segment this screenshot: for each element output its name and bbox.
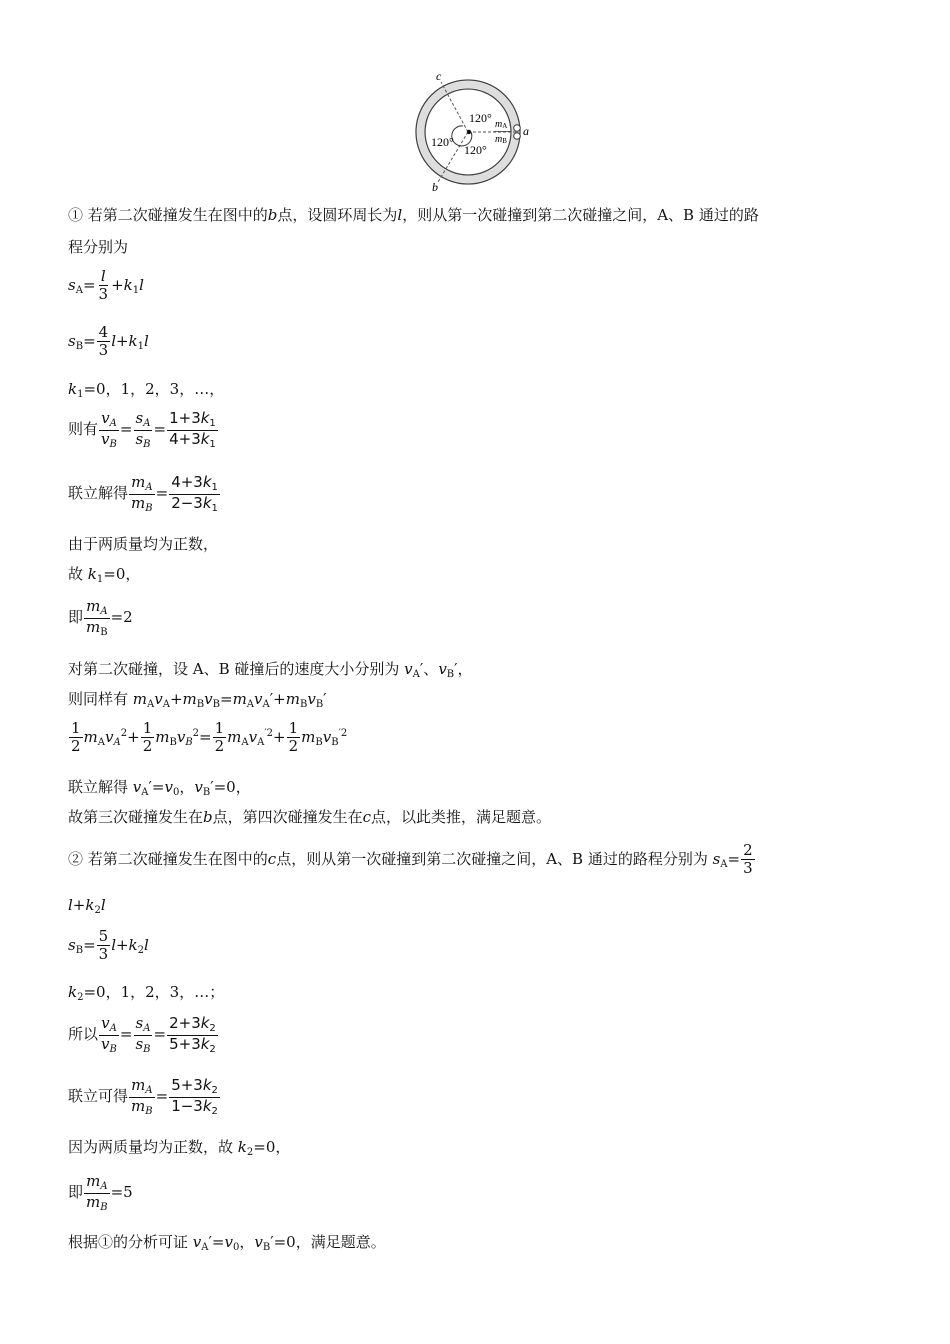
p1-ratio: 则有 $\frac{v_A}{v_B}$ = $\frac{s_A}{s_B}$ = $\frac{1+3k_1}{4+3k_1}$ <box>68 409 216 450</box>
label-a: a <box>523 124 529 138</box>
p1-momentum: 则同样有 $m_Av_A+m_Bv_B=m_Av_A'+m_Bv_B'$ <box>68 690 327 710</box>
ball-b <box>514 133 521 140</box>
label-c: c <box>436 70 442 83</box>
angle-left: 120° <box>431 135 454 149</box>
angle-top: 120° <box>469 111 492 125</box>
p2-sa-cont: $l+k_2l$ <box>68 896 106 916</box>
p2-result: 即 $\frac{m_A}{m_B}$ =5 <box>68 1172 133 1213</box>
p2-k-values: $k_2=0$，1，2，3，…； <box>68 983 225 1003</box>
p1-solve: 联立解得 $v_A'=v_0$，$v_B'=0$， <box>68 778 251 798</box>
p2-mass-ratio: 联立可得 $\frac{m_A}{m_B}$ = $\frac{5+3k_2}{1-3k_2}$ <box>68 1076 218 1117</box>
p1-k-values: $k_1=0$，1，2，3，…， <box>68 380 225 400</box>
label-b: b <box>432 180 438 194</box>
p2-final: 根据①的分析可证 $v_A'=v_0$，$v_B'=0$，满足题意。 <box>68 1233 386 1253</box>
p2-positive-note: 因为两质量均为正数，故 $k_2=0$， <box>68 1138 291 1158</box>
p1-sa-equation: $s_A=$ $\frac{l}{3}$ $+k_1l$ <box>68 267 144 304</box>
p2-ratio: 所以 $\frac{v_A}{v_B}$ = $\frac{s_A}{s_B}$ = $\frac{2+3k_2}{5+3k_2}$ <box>68 1014 216 1055</box>
p1-energy: $\frac{1}{2}$ $m_Av_A^2+$ $\frac{1}{2}$ $m_Bv_B^2=$ $\frac{1}{2}$ $m_Av_A^{'2}+$ $\frac{1}{2}$ $m_Bv_B^{'2}$ <box>71 719 348 756</box>
ball-a <box>514 125 521 132</box>
p1-intro: ① 若第二次碰撞发生在图中的b点，设圆环周长为l，则从第一次碰撞到第二次碰撞之间，A、B 通过的路 <box>68 206 759 224</box>
p2-sb-equation: $s_B=$ $\frac{5}{3}$ $l+k_2l$ <box>68 927 149 964</box>
ring-figure <box>405 70 555 195</box>
p2-intro: ② 若第二次碰撞发生在图中的c点，则从第一次碰撞到第二次碰撞之间，A、B 通过的路程分别为 $s_A=$ $\frac{2}{3}$ <box>68 841 753 878</box>
p1-conclusion: 故第三次碰撞发生在b点，第四次碰撞发生在c点，以此类推，满足题意。 <box>68 808 552 826</box>
center-dot <box>467 130 471 134</box>
p1-second-collision: 对第二次碰撞，设 A、B 碰撞后的速度大小分别为 $v_A'$、$v_B'$， <box>68 660 473 680</box>
p1-k-zero: 故 $k_1=0$， <box>68 565 141 585</box>
mass-label-b: mB <box>495 134 507 145</box>
angle-bottom: 120° <box>464 143 487 157</box>
p1-intro-line2: 程分别为 <box>68 238 129 256</box>
p1-positive-note: 由于两质量均为正数， <box>68 535 219 553</box>
mass-label-a: mA <box>495 119 508 130</box>
p1-result: 即 $\frac{m_A}{m_B}$ =2 <box>68 597 133 638</box>
p1-sb-equation: $s_B=$ $\frac{4}{3}$ $l+k_1l$ <box>68 323 149 360</box>
p1-mass-ratio: 联立解得 $\frac{m_A}{m_B}$ = $\frac{4+3k_1}{2-3k_1}$ <box>68 473 218 514</box>
